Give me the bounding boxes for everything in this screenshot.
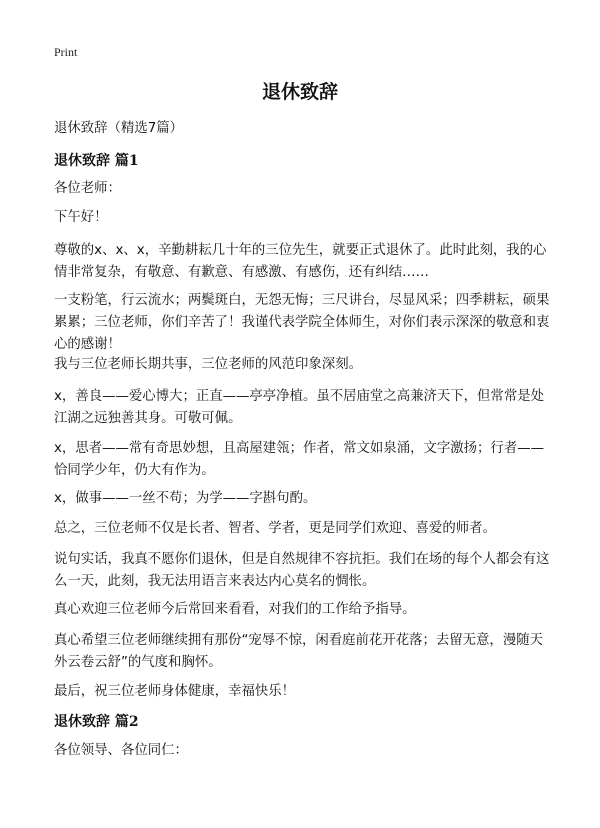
paragraph: 尊敬的x、x、x，辛勤耕耘几十年的三位先生，就要正式退休了。此时此刻，我的心情非常复杂，有敬意、有歉意、有感激、有感伤，还有纠结…… <box>54 243 547 280</box>
paragraph: 一支粉笔，行云流水；两鬓斑白，无怨无悔；三尺讲台，尽显风采；四季耕耘，硕果累累；三位老师，你们辛苦了！我谨代表学院全体师生，对你们表示深深的敬意和衷心的感谢！ <box>54 293 550 352</box>
paragraph: 下午好！ <box>54 210 108 225</box>
paragraph: 真心希望三位老师继续拥有那份“宠辱不惊，闲看庭前花开花落；去留无意，漫随天外云卷云舒”的气度和胸怀。 <box>54 633 543 670</box>
paragraph: 各位老师： <box>54 181 121 196</box>
paragraph: 总之，三位老师不仅是长者、智者、学者，更是同学们欢迎、喜爱的师者。 <box>54 521 496 536</box>
section-heading-1: 退休致辞 篇1 <box>54 153 139 169</box>
paragraph: 我与三位老师长期共事，三位老师的风范印象深刻。 <box>54 357 362 372</box>
paragraph: 真心欢迎三位老师今后常回来看看，对我们的工作给予指导。 <box>54 602 416 617</box>
document-subtitle: 退休致辞（精选7篇） <box>54 121 184 136</box>
paragraph: x，做事——一丝不苟；为学——字斟句酌。 <box>54 491 317 506</box>
paragraph: 最后，祝三位老师身体健康，幸福快乐！ <box>54 684 296 699</box>
paragraph: 各位领导、各位同仁： <box>54 743 188 758</box>
paragraph: x，思者——常有奇思妙想，且高屋建瓴；作者，常文如泉涌，文字激扬；行者——恰同学少年，仍大有作为。 <box>54 441 544 478</box>
print-link[interactable]: Print <box>54 45 78 59</box>
document-title: 退休致辞 <box>261 81 338 103</box>
paragraph: x，善良——爱心博大；正直——亭亭净植。虽不居庙堂之高兼济天下，但常常是处江湖之远独善其身。可敬可佩。 <box>54 389 544 426</box>
paragraph: 说句实话，我真不愿你们退休，但是自然规律不容抗拒。我们在场的每个人都会有这么一天，此刻，我无法用语言来表达内心莫名的惆怅。 <box>54 552 550 589</box>
section-heading-2: 退休致辞 篇2 <box>54 714 139 730</box>
